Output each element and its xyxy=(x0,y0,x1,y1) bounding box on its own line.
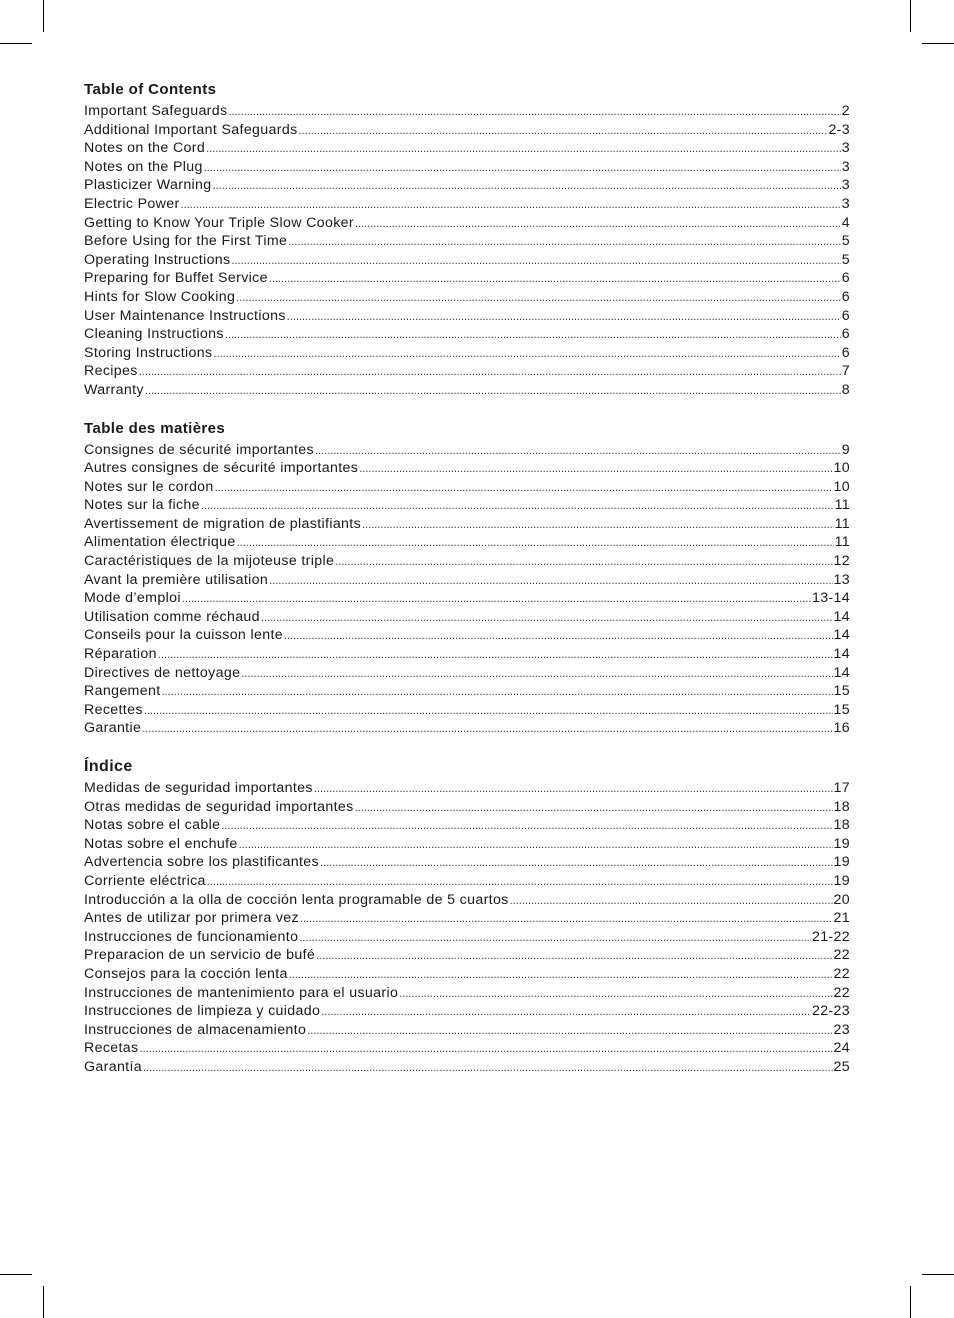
dot-leader xyxy=(241,665,832,683)
toc-section xyxy=(84,758,850,1077)
toc-entry[interactable] xyxy=(84,779,850,798)
toc-entry[interactable] xyxy=(84,608,850,627)
toc-entry-page-number: 17 xyxy=(833,780,850,796)
toc-entry-label: Advertencia sobre los plastificantes xyxy=(84,854,319,871)
toc-entry-page-number: 6 xyxy=(841,307,850,324)
dot-leader xyxy=(162,683,833,701)
dot-leader xyxy=(287,308,841,326)
toc-entry[interactable] xyxy=(84,1002,850,1021)
toc-entry[interactable] xyxy=(84,459,850,478)
toc-entry[interactable] xyxy=(84,946,850,965)
dot-leader xyxy=(288,233,841,251)
toc-entry[interactable] xyxy=(84,965,850,984)
toc-entry-page-number: 3 xyxy=(841,177,850,194)
toc-entry-label: Preparacion de un servicio de bufé xyxy=(84,947,316,964)
section-title: Table des matières xyxy=(84,419,226,437)
dot-leader xyxy=(320,854,833,872)
toc-entry[interactable] xyxy=(84,719,850,738)
toc-entry-label: Preparing for Buffet Service xyxy=(84,270,268,287)
toc-entry-label: Directives de nettoyage xyxy=(84,664,241,681)
toc-entry-label: Instrucciones de limpieza y cuidado xyxy=(84,1003,321,1020)
toc-entry-label: Additional Important Safeguards xyxy=(84,121,298,138)
toc-entry-page-number: 3 xyxy=(841,158,850,175)
toc-entry[interactable] xyxy=(84,232,850,251)
toc-entry-page-number: 16 xyxy=(833,720,850,737)
toc-entry-label: Mode d’emploi xyxy=(84,590,181,607)
toc-entry[interactable] xyxy=(84,269,850,288)
toc-entry-label: Consignes de sécurité importantes xyxy=(84,441,314,458)
toc-entry-page-number: 25 xyxy=(833,1058,850,1075)
toc-entry-page-number: 6 xyxy=(841,288,850,305)
toc-entry-label: Warranty xyxy=(84,381,144,398)
toc-entry-page-number: 14 xyxy=(833,646,850,663)
crop-mark-top-left-horizontal xyxy=(0,43,32,44)
toc-entry-page-number: 13 xyxy=(833,571,850,588)
table-of-contents-page xyxy=(84,81,850,1097)
toc-entry[interactable] xyxy=(84,552,850,571)
dot-leader xyxy=(207,873,833,891)
toc-sections xyxy=(84,81,850,1077)
toc-entry-page-number: 24 xyxy=(833,1040,850,1057)
toc-entry-page-number: 19 xyxy=(833,872,850,889)
toc-entry[interactable] xyxy=(84,853,850,872)
dot-leader xyxy=(213,345,840,363)
toc-list xyxy=(84,441,850,739)
toc-entry[interactable] xyxy=(84,176,850,195)
dot-leader xyxy=(510,892,833,910)
dot-leader xyxy=(289,966,833,984)
toc-entry[interactable] xyxy=(84,496,850,515)
toc-entry-label: Notes sur le cordon xyxy=(84,478,214,495)
toc-entry-label: Réparation xyxy=(84,646,157,663)
toc-entry-label: Notas sobre el cable xyxy=(84,817,221,834)
dot-leader xyxy=(206,140,841,158)
dot-leader xyxy=(139,363,841,381)
dot-leader xyxy=(145,382,841,400)
toc-entry[interactable] xyxy=(84,571,850,590)
toc-entry-label: Alimentation électrique xyxy=(84,534,236,551)
toc-entry-label: Otras medidas de seguridad importantes xyxy=(84,798,354,815)
toc-entry[interactable] xyxy=(84,664,850,683)
toc-entry-label: User Maintenance Instructions xyxy=(84,307,286,324)
toc-entry-label: Garantía xyxy=(84,1058,143,1075)
dot-leader xyxy=(204,159,841,177)
toc-entry-page-number: 14 xyxy=(833,627,850,644)
toc-entry-page-number: 3 xyxy=(841,195,850,212)
toc-entry-label: Instrucciones de mantenimiento para el usuario xyxy=(84,984,399,1001)
crop-mark-top-left-vertical xyxy=(43,0,44,32)
dot-leader xyxy=(144,702,833,720)
toc-entry-label: Utilisation comme réchaud xyxy=(84,608,260,625)
toc-entry-page-number: 15 xyxy=(833,683,850,700)
toc-entry-page-number: 21 xyxy=(833,910,850,927)
toc-entry-label: Avant la première utilisation xyxy=(84,571,269,588)
crop-mark-bottom-left-horizontal xyxy=(0,1274,32,1275)
crop-mark-bottom-left-vertical xyxy=(43,1286,44,1318)
toc-entry-label: Operating Instructions xyxy=(84,251,231,268)
toc-entry[interactable] xyxy=(84,325,850,344)
toc-entry-page-number: 11 xyxy=(834,534,850,551)
dot-leader xyxy=(140,1040,833,1058)
toc-entry-page-number: 12 xyxy=(833,553,850,570)
toc-entry[interactable] xyxy=(84,214,850,233)
dot-leader xyxy=(232,252,841,270)
toc-entry[interactable] xyxy=(84,645,850,664)
dot-leader xyxy=(284,627,833,645)
dot-leader xyxy=(215,479,833,497)
toc-entry-page-number: 18 xyxy=(833,817,850,834)
toc-entry-page-number: 18 xyxy=(833,798,850,815)
toc-entry-page-number: 6 xyxy=(841,344,850,361)
dot-leader xyxy=(158,646,833,664)
dot-leader xyxy=(316,947,832,965)
toc-entry-label: Recettes xyxy=(84,701,143,718)
toc-entry-label: Notes sur la fiche xyxy=(84,497,200,514)
toc-entry-page-number: 6 xyxy=(841,326,850,343)
toc-entry[interactable] xyxy=(84,1039,850,1058)
toc-entry-label: Electric Power xyxy=(84,195,180,212)
section-title: Table of Contents xyxy=(84,81,217,98)
dot-leader xyxy=(299,929,811,947)
toc-entry-label: Caractéristiques de la mijoteuse triple xyxy=(84,553,335,570)
toc-entry-label: Recetas xyxy=(84,1040,139,1057)
crop-mark-bottom-right-vertical xyxy=(910,1286,911,1318)
toc-entry-page-number: 23 xyxy=(833,1021,850,1038)
toc-entry[interactable] xyxy=(84,909,850,928)
dot-leader xyxy=(314,780,833,798)
toc-entry[interactable] xyxy=(84,816,850,835)
toc-entry-label: Consejos para la cocción lenta xyxy=(84,965,288,982)
toc-entry[interactable] xyxy=(84,835,850,854)
toc-entry-label: Before Using for the First Time xyxy=(84,233,288,250)
toc-entry[interactable] xyxy=(84,478,850,497)
toc-entry[interactable] xyxy=(84,984,850,1003)
dot-leader xyxy=(239,836,833,854)
toc-entry-page-number: 2-3 xyxy=(828,121,850,138)
toc-entry-label: Medidas de seguridad importantes xyxy=(84,780,313,796)
toc-list xyxy=(84,779,850,1077)
toc-section xyxy=(84,420,850,739)
toc-entry-label: Hints for Slow Cooking xyxy=(84,288,236,305)
toc-entry-label: Introducción a la olla de cocción lenta programable de 5 cuartos xyxy=(84,891,509,908)
dot-leader xyxy=(182,590,811,608)
toc-entry-page-number: 7 xyxy=(841,363,850,380)
toc-entry-page-number: 2 xyxy=(841,103,850,119)
toc-entry-page-number: 5 xyxy=(841,233,850,250)
dot-leader xyxy=(269,572,832,590)
toc-entry[interactable] xyxy=(84,139,850,158)
toc-entry[interactable] xyxy=(84,515,850,534)
toc-entry-label: Instrucciones de funcionamiento xyxy=(84,928,299,945)
toc-section xyxy=(84,81,850,400)
toc-entry-page-number: 5 xyxy=(841,251,850,268)
dot-leader xyxy=(399,985,832,1003)
toc-entry[interactable] xyxy=(84,251,850,270)
toc-entry-page-number: 11 xyxy=(834,497,850,514)
toc-entry[interactable] xyxy=(84,362,850,381)
toc-entry[interactable] xyxy=(84,288,850,307)
toc-entry-label: Garantie xyxy=(84,720,142,737)
dot-leader xyxy=(181,196,841,214)
toc-entry-label: Cleaning Instructions xyxy=(84,326,224,343)
toc-entry[interactable] xyxy=(84,1021,850,1040)
toc-entry[interactable] xyxy=(84,441,850,460)
toc-entry-page-number: 10 xyxy=(833,460,850,477)
toc-entry-label: Corriente eléctrica xyxy=(84,872,206,889)
dot-leader xyxy=(201,497,834,515)
toc-entry-label: Autres consignes de sécurité importantes xyxy=(84,460,359,477)
toc-entry[interactable] xyxy=(84,928,850,947)
toc-entry-page-number: 22 xyxy=(833,965,850,982)
crop-mark-bottom-right-horizontal xyxy=(922,1274,954,1275)
toc-entry[interactable] xyxy=(84,626,850,645)
toc-entry-page-number: 4 xyxy=(841,214,850,231)
toc-entry-page-number: 9 xyxy=(841,441,850,458)
toc-entry[interactable] xyxy=(84,158,850,177)
toc-entry-label: Conseils pour la cuisson lente xyxy=(84,627,283,644)
toc-entry[interactable] xyxy=(84,121,850,140)
dot-leader xyxy=(261,609,833,627)
toc-entry-page-number: 8 xyxy=(841,381,850,398)
toc-entry-label: Instrucciones de almacenamiento xyxy=(84,1021,307,1038)
toc-entry-page-number: 14 xyxy=(833,664,850,681)
dot-leader xyxy=(355,799,833,817)
toc-entry-page-number: 21-22 xyxy=(811,928,850,945)
dot-leader xyxy=(362,516,834,534)
dot-leader xyxy=(213,177,841,195)
dot-leader xyxy=(228,103,840,121)
dot-leader xyxy=(237,534,834,552)
toc-entry-page-number: 11 xyxy=(834,515,850,532)
dot-leader xyxy=(359,460,832,478)
dot-leader xyxy=(225,326,841,344)
toc-entry[interactable] xyxy=(84,533,850,552)
toc-entry-label: Antes de utilizar por primera vez xyxy=(84,910,299,927)
toc-entry-label: Rangement xyxy=(84,683,161,700)
toc-entry-label: Storing Instructions xyxy=(84,344,213,361)
toc-entry-label: Important Safeguards xyxy=(84,103,228,119)
dot-leader xyxy=(321,1003,811,1021)
toc-entry-label: Notes on the Cord xyxy=(84,140,206,157)
dot-leader xyxy=(299,122,828,140)
toc-entry[interactable] xyxy=(84,381,850,400)
toc-entry-page-number: 22-23 xyxy=(811,1003,850,1020)
toc-entry[interactable] xyxy=(84,589,850,608)
section-title: Índice xyxy=(84,758,133,775)
toc-entry-label: Plasticizer Warning xyxy=(84,177,212,194)
toc-entry-page-number: 20 xyxy=(833,891,850,908)
toc-entry[interactable] xyxy=(84,307,850,326)
dot-leader xyxy=(307,1022,832,1040)
toc-entry[interactable] xyxy=(84,102,850,121)
dot-leader xyxy=(335,553,832,571)
toc-entry[interactable] xyxy=(84,872,850,891)
dot-leader xyxy=(221,817,832,835)
crop-mark-top-right-horizontal xyxy=(922,43,954,44)
crop-mark-top-right-vertical xyxy=(910,0,911,32)
toc-entry-page-number: 15 xyxy=(833,701,850,718)
toc-entry-page-number: 14 xyxy=(833,608,850,625)
toc-entry-page-number: 19 xyxy=(833,835,850,852)
dot-leader xyxy=(142,720,832,738)
toc-entry[interactable] xyxy=(84,798,850,817)
dot-leader xyxy=(269,270,841,288)
toc-entry[interactable] xyxy=(84,344,850,363)
toc-entry-page-number: 22 xyxy=(833,947,850,964)
dot-leader xyxy=(143,1059,833,1077)
toc-entry-label: Notes on the Plug xyxy=(84,158,203,175)
dot-leader xyxy=(355,215,841,233)
toc-entry-page-number: 6 xyxy=(841,270,850,287)
toc-entry-page-number: 22 xyxy=(833,984,850,1001)
toc-entry[interactable] xyxy=(84,701,850,720)
dot-leader xyxy=(236,289,841,307)
toc-list xyxy=(84,102,850,400)
toc-entry-label: Getting to Know Your Triple Slow Cooker xyxy=(84,214,354,231)
toc-entry-label: Notas sobre el enchufe xyxy=(84,835,238,852)
toc-entry[interactable] xyxy=(84,1058,850,1077)
toc-entry[interactable] xyxy=(84,682,850,701)
toc-entry[interactable] xyxy=(84,195,850,214)
dot-leader xyxy=(300,910,833,928)
toc-entry[interactable] xyxy=(84,891,850,910)
toc-entry-page-number: 10 xyxy=(833,478,850,495)
toc-entry-label: Recipes xyxy=(84,363,138,380)
toc-entry-label: Avertissement de migration de plastifiants xyxy=(84,515,362,532)
dot-leader xyxy=(315,442,841,460)
toc-entry-page-number: 3 xyxy=(841,140,850,157)
toc-entry-page-number: 13-14 xyxy=(811,590,850,607)
toc-entry-page-number: 19 xyxy=(833,854,850,871)
